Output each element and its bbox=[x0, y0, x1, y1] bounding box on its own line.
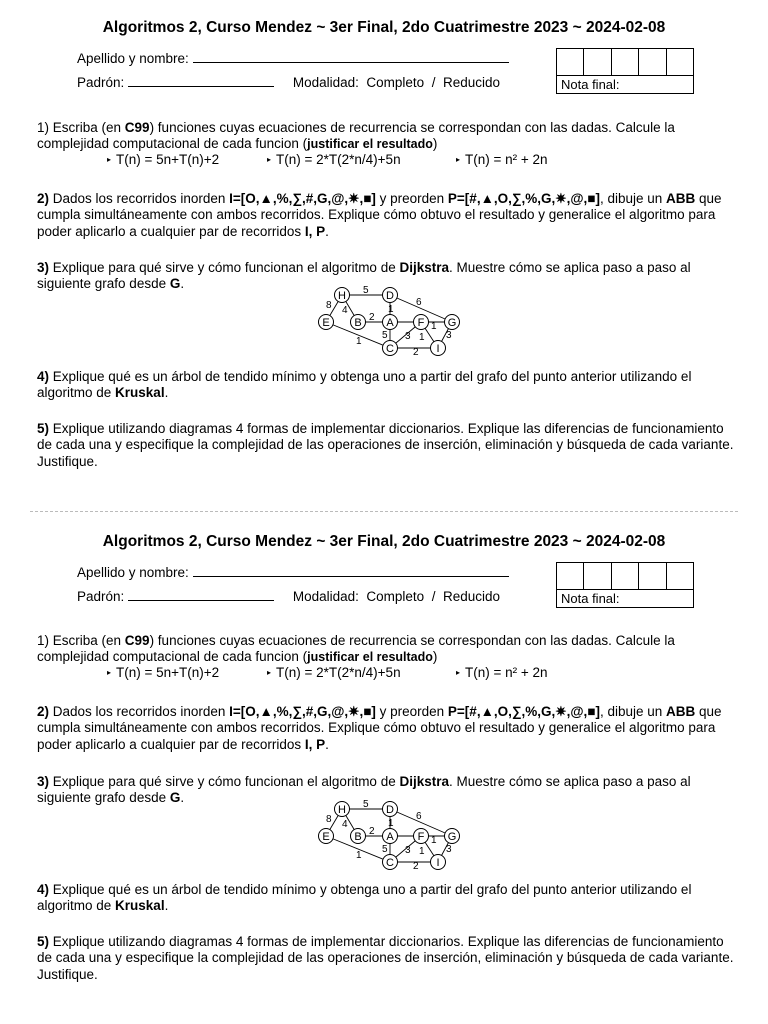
recurrence-item bbox=[456, 152, 548, 168]
edge-weight-label: 5 bbox=[363, 799, 369, 810]
abb-term: ABB bbox=[666, 191, 696, 206]
graph-node-label: G bbox=[447, 317, 457, 329]
question-1-text: Escriba (en bbox=[49, 633, 125, 648]
grade-cells bbox=[557, 49, 693, 76]
question-2-text: , dibuje un bbox=[599, 704, 666, 719]
exam-copy-2 bbox=[0, 514, 768, 1014]
question-5 bbox=[37, 934, 737, 983]
padron-blank bbox=[128, 74, 274, 87]
abb-term: ABB bbox=[666, 704, 696, 719]
question-2-text: que cumpla simultáneamente con ambos recorridos. Explique cómo obtuvo el resultado y generalice el algoritmo para poder aplicarlo a cualquier par de recorridos bbox=[37, 191, 722, 239]
question-2-text: , dibuje un bbox=[599, 191, 666, 206]
question-3-text: . Muestre cómo se aplica paso a paso al siguiente grafo desde bbox=[37, 260, 691, 292]
grade-cell bbox=[639, 49, 666, 75]
edge-weight-label: 6 bbox=[416, 811, 422, 822]
edge-weight-label: 3 bbox=[405, 331, 411, 342]
question-5-text: Explique utilizando diagramas 4 formas de implementar diccionarios. Explique las diferencias de funcionamiento de cada una y especifique la complejidad de las operaciones de inserción, eliminación y búsqueda de cada variante. Justifique. bbox=[37, 934, 734, 982]
justificar-term: justificar el resultado bbox=[307, 137, 433, 152]
exam-title: Algoritmos 2, Curso Mendez ~ 3er Final, 2do Cuatrimestre 2023 ~ 2024-02-08 bbox=[102, 533, 666, 550]
question-2-number: 2) bbox=[37, 704, 50, 719]
question-4-number: 4) bbox=[37, 882, 50, 897]
question-4-number: 4) bbox=[37, 369, 50, 384]
ip-term: I, P bbox=[304, 736, 326, 752]
edge-weight-label: 1 bbox=[431, 321, 437, 332]
question-2-number: 2) bbox=[37, 191, 50, 206]
graph-node-label: F bbox=[417, 831, 425, 843]
question-2-text: Dados los recorridos inorden bbox=[49, 191, 230, 206]
question-1-number: 1) bbox=[37, 120, 50, 135]
graph-svg bbox=[310, 796, 470, 876]
recurrence-text: T(n) = 5n+T(n)+2 bbox=[116, 665, 220, 680]
recurrence-text: T(n) = n² + 2n bbox=[465, 152, 548, 167]
modalidad-completo: Completo bbox=[366, 75, 425, 90]
question-4 bbox=[37, 882, 737, 915]
question-3-number: 3) bbox=[37, 774, 50, 789]
justificar-term: justificar el resultado bbox=[307, 650, 433, 665]
question-3-text: . bbox=[180, 276, 185, 292]
question-3-text: Explique para qué sirve y cómo funcionan el algoritmo de bbox=[49, 774, 400, 789]
modalidad-label: Modalidad: bbox=[292, 75, 359, 90]
question-4-text: Explique qué es un árbol de tendido mínimo y obtenga uno a partir del grafo del punto anterior utilizando el algoritmo de bbox=[37, 369, 692, 401]
name-label: Apellido y nombre: bbox=[77, 565, 189, 580]
grade-cell bbox=[667, 563, 693, 589]
g-term: G bbox=[169, 790, 181, 806]
bullet-icon: ▸ bbox=[107, 668, 112, 677]
edge-weight-label: 4 bbox=[342, 305, 348, 316]
question-4-text: . bbox=[164, 898, 169, 914]
edge-weight-label: 2 bbox=[413, 861, 419, 872]
preorder-sequence: P=[#,▲,O,∑,%,G,✷,@,■] bbox=[447, 191, 600, 206]
grade-cell bbox=[584, 563, 611, 589]
edge-weight-label: 1 bbox=[419, 332, 425, 343]
cut-line-divider bbox=[30, 511, 738, 512]
dijkstra-term: Dijkstra bbox=[399, 260, 449, 275]
grade-cell bbox=[612, 49, 639, 75]
question-2 bbox=[37, 191, 737, 240]
ip-term: I, P bbox=[304, 223, 326, 239]
g-term: G bbox=[169, 276, 181, 292]
modalidad-completo: Completo bbox=[366, 589, 425, 604]
bullet-icon: ▸ bbox=[107, 155, 112, 164]
nota-final-label: Nota final: bbox=[561, 77, 620, 92]
grade-cell bbox=[612, 563, 639, 589]
recurrence-list bbox=[37, 665, 737, 681]
preorder-sequence: P=[#,▲,O,∑,%,G,✷,@,■] bbox=[447, 704, 600, 719]
graph-node-label: D bbox=[386, 290, 394, 302]
question-1 bbox=[37, 120, 737, 167]
graph-node-label: A bbox=[386, 317, 394, 329]
edge-weight-label: 8 bbox=[326, 814, 332, 825]
edge-weight-label: 1 bbox=[356, 336, 362, 347]
recurrence-item bbox=[267, 665, 401, 681]
padron-line bbox=[77, 74, 500, 90]
modalidad-separator: / bbox=[431, 75, 436, 90]
grade-box bbox=[556, 48, 694, 94]
graph-node-label: F bbox=[417, 317, 425, 329]
edge-weight-label: 1 bbox=[356, 850, 362, 861]
question-2-text: Dados los recorridos inorden bbox=[49, 704, 230, 719]
padron-blank bbox=[128, 588, 274, 601]
edge-weight-label: 2 bbox=[369, 826, 375, 837]
edge-weight-label: 5 bbox=[382, 330, 388, 341]
question-4-text: . bbox=[164, 385, 169, 401]
recurrence-list bbox=[37, 152, 737, 168]
question-5-number: 5) bbox=[37, 934, 50, 949]
edge-weight-label: 4 bbox=[342, 819, 348, 830]
c99-term: C99 bbox=[124, 120, 150, 135]
bullet-icon: ▸ bbox=[267, 668, 272, 677]
edge-weight-label: 3 bbox=[405, 845, 411, 856]
weighted-graph bbox=[310, 282, 470, 362]
graph-node-label: E bbox=[322, 831, 330, 843]
edge-weight-label: 5 bbox=[363, 285, 369, 296]
kruskal-term: Kruskal bbox=[115, 898, 165, 914]
question-1-text: ) funciones cuyas ecuaciones de recurrencia se correspondan con las dadas. Calcule la complejidad computacional de cada funcion ( bbox=[37, 120, 675, 152]
padron-label: Padrón: bbox=[77, 75, 125, 90]
question-4 bbox=[37, 369, 737, 402]
name-label: Apellido y nombre: bbox=[77, 51, 189, 66]
nota-final-label: Nota final: bbox=[561, 591, 620, 606]
name-line bbox=[77, 564, 509, 580]
grade-box bbox=[556, 562, 694, 608]
question-5-text: Explique utilizando diagramas 4 formas de implementar diccionarios. Explique las diferencias de funcionamiento de cada una y especifique la complejidad de las operaciones de inserción, eliminación y búsqueda de cada variante. Justifique. bbox=[37, 421, 734, 469]
grade-cell bbox=[557, 49, 584, 75]
name-blank bbox=[193, 50, 509, 63]
recurrence-text: T(n) = 5n+T(n)+2 bbox=[116, 152, 220, 167]
edge-weight-label: 3 bbox=[446, 844, 452, 855]
name-line bbox=[77, 50, 509, 66]
graph-node-label: G bbox=[447, 831, 457, 843]
graph-node-label: B bbox=[354, 317, 362, 329]
recurrence-item bbox=[267, 152, 401, 168]
edge-weight-label: 2 bbox=[369, 312, 375, 323]
exam-copy-1 bbox=[0, 0, 768, 500]
question-4-text: Explique qué es un árbol de tendido mínimo y obtenga uno a partir del grafo del punto anterior utilizando el algoritmo de bbox=[37, 882, 692, 914]
grade-cell bbox=[639, 563, 666, 589]
question-1-text: ) funciones cuyas ecuaciones de recurrencia se correspondan con las dadas. Calcule la complejidad computacional de cada funcion ( bbox=[37, 633, 675, 665]
question-2-text: y preorden bbox=[375, 704, 448, 719]
bullet-icon: ▸ bbox=[456, 668, 461, 677]
recurrence-item bbox=[107, 152, 219, 168]
weighted-graph bbox=[310, 796, 470, 876]
graph-node-label: E bbox=[322, 317, 330, 329]
question-5-number: 5) bbox=[37, 421, 50, 436]
question-2-text: y preorden bbox=[375, 191, 448, 206]
graph-node-label: B bbox=[354, 831, 362, 843]
exam-title: Algoritmos 2, Curso Mendez ~ 3er Final, 2do Cuatrimestre 2023 ~ 2024-02-08 bbox=[102, 19, 666, 36]
edge-weight-label: 8 bbox=[326, 300, 332, 311]
graph-svg bbox=[310, 282, 470, 362]
modalidad-label: Modalidad: bbox=[292, 589, 359, 604]
graph-node-label: I bbox=[436, 343, 440, 355]
c99-term: C99 bbox=[124, 633, 150, 648]
recurrence-item bbox=[107, 665, 219, 681]
graph-node-label: C bbox=[386, 857, 394, 869]
graph-node-label: I bbox=[436, 857, 440, 869]
grade-cells bbox=[557, 563, 693, 590]
graph-node-label: A bbox=[386, 831, 394, 843]
graph-node-label: D bbox=[386, 804, 394, 816]
edge-weight-label: 5 bbox=[382, 844, 388, 855]
modalidad-reducido: Reducido bbox=[442, 589, 501, 604]
edge-weight-label: 2 bbox=[413, 347, 419, 358]
dijkstra-term: Dijkstra bbox=[399, 774, 449, 789]
grade-cell bbox=[584, 49, 611, 75]
recurrence-text: T(n) = 2*T(2*n/4)+5n bbox=[276, 665, 401, 680]
question-3-text: . Muestre cómo se aplica paso a paso al siguiente grafo desde bbox=[37, 774, 691, 806]
edge-weight-label: 3 bbox=[446, 330, 452, 341]
grade-cell bbox=[557, 563, 584, 589]
question-3-text: Explique para qué sirve y cómo funcionan el algoritmo de bbox=[49, 260, 400, 275]
graph-node-label: H bbox=[338, 290, 346, 302]
question-1-number: 1) bbox=[37, 633, 50, 648]
bullet-icon: ▸ bbox=[456, 155, 461, 164]
graph-node-label: C bbox=[386, 343, 394, 355]
question-1-text: ) bbox=[432, 649, 438, 665]
question-2-text: que cumpla simultáneamente con ambos recorridos. Explique cómo obtuvo el resultado y generalice el algoritmo para poder aplicarlo a cualquier par de recorridos bbox=[37, 704, 722, 752]
recurrence-text: T(n) = 2*T(2*n/4)+5n bbox=[276, 152, 401, 167]
inorder-sequence: I=[O,▲,%,∑,#,G,@,✷,■] bbox=[229, 704, 376, 719]
kruskal-term: Kruskal bbox=[115, 385, 165, 401]
edge-weight-label: 6 bbox=[416, 297, 422, 308]
padron-label: Padrón: bbox=[77, 589, 125, 604]
edge-weight-label: 1 bbox=[431, 835, 437, 846]
inorder-sequence: I=[O,▲,%,∑,#,G,@,✷,■] bbox=[229, 191, 376, 206]
bullet-icon: ▸ bbox=[267, 155, 272, 164]
question-1-text: Escriba (en bbox=[49, 120, 125, 135]
padron-line bbox=[77, 588, 500, 604]
recurrence-text: T(n) = n² + 2n bbox=[465, 665, 548, 680]
modalidad-reducido: Reducido bbox=[442, 75, 501, 90]
graph-node-label: H bbox=[338, 804, 346, 816]
question-2-text: . bbox=[325, 736, 329, 752]
question-5 bbox=[37, 421, 737, 470]
grade-cell bbox=[667, 49, 693, 75]
edge-weight-label: 1 bbox=[419, 846, 425, 857]
edge-weight-label: 1 bbox=[388, 304, 394, 315]
modalidad-separator: / bbox=[431, 589, 436, 604]
question-3-number: 3) bbox=[37, 260, 50, 275]
question-2-text: . bbox=[325, 223, 329, 239]
question-1-text: ) bbox=[432, 136, 438, 152]
name-blank bbox=[193, 564, 509, 577]
edge-weight-label: 1 bbox=[388, 818, 394, 829]
question-3-text: . bbox=[180, 790, 185, 806]
question-2 bbox=[37, 704, 737, 753]
recurrence-item bbox=[456, 665, 548, 681]
question-1 bbox=[37, 633, 737, 680]
